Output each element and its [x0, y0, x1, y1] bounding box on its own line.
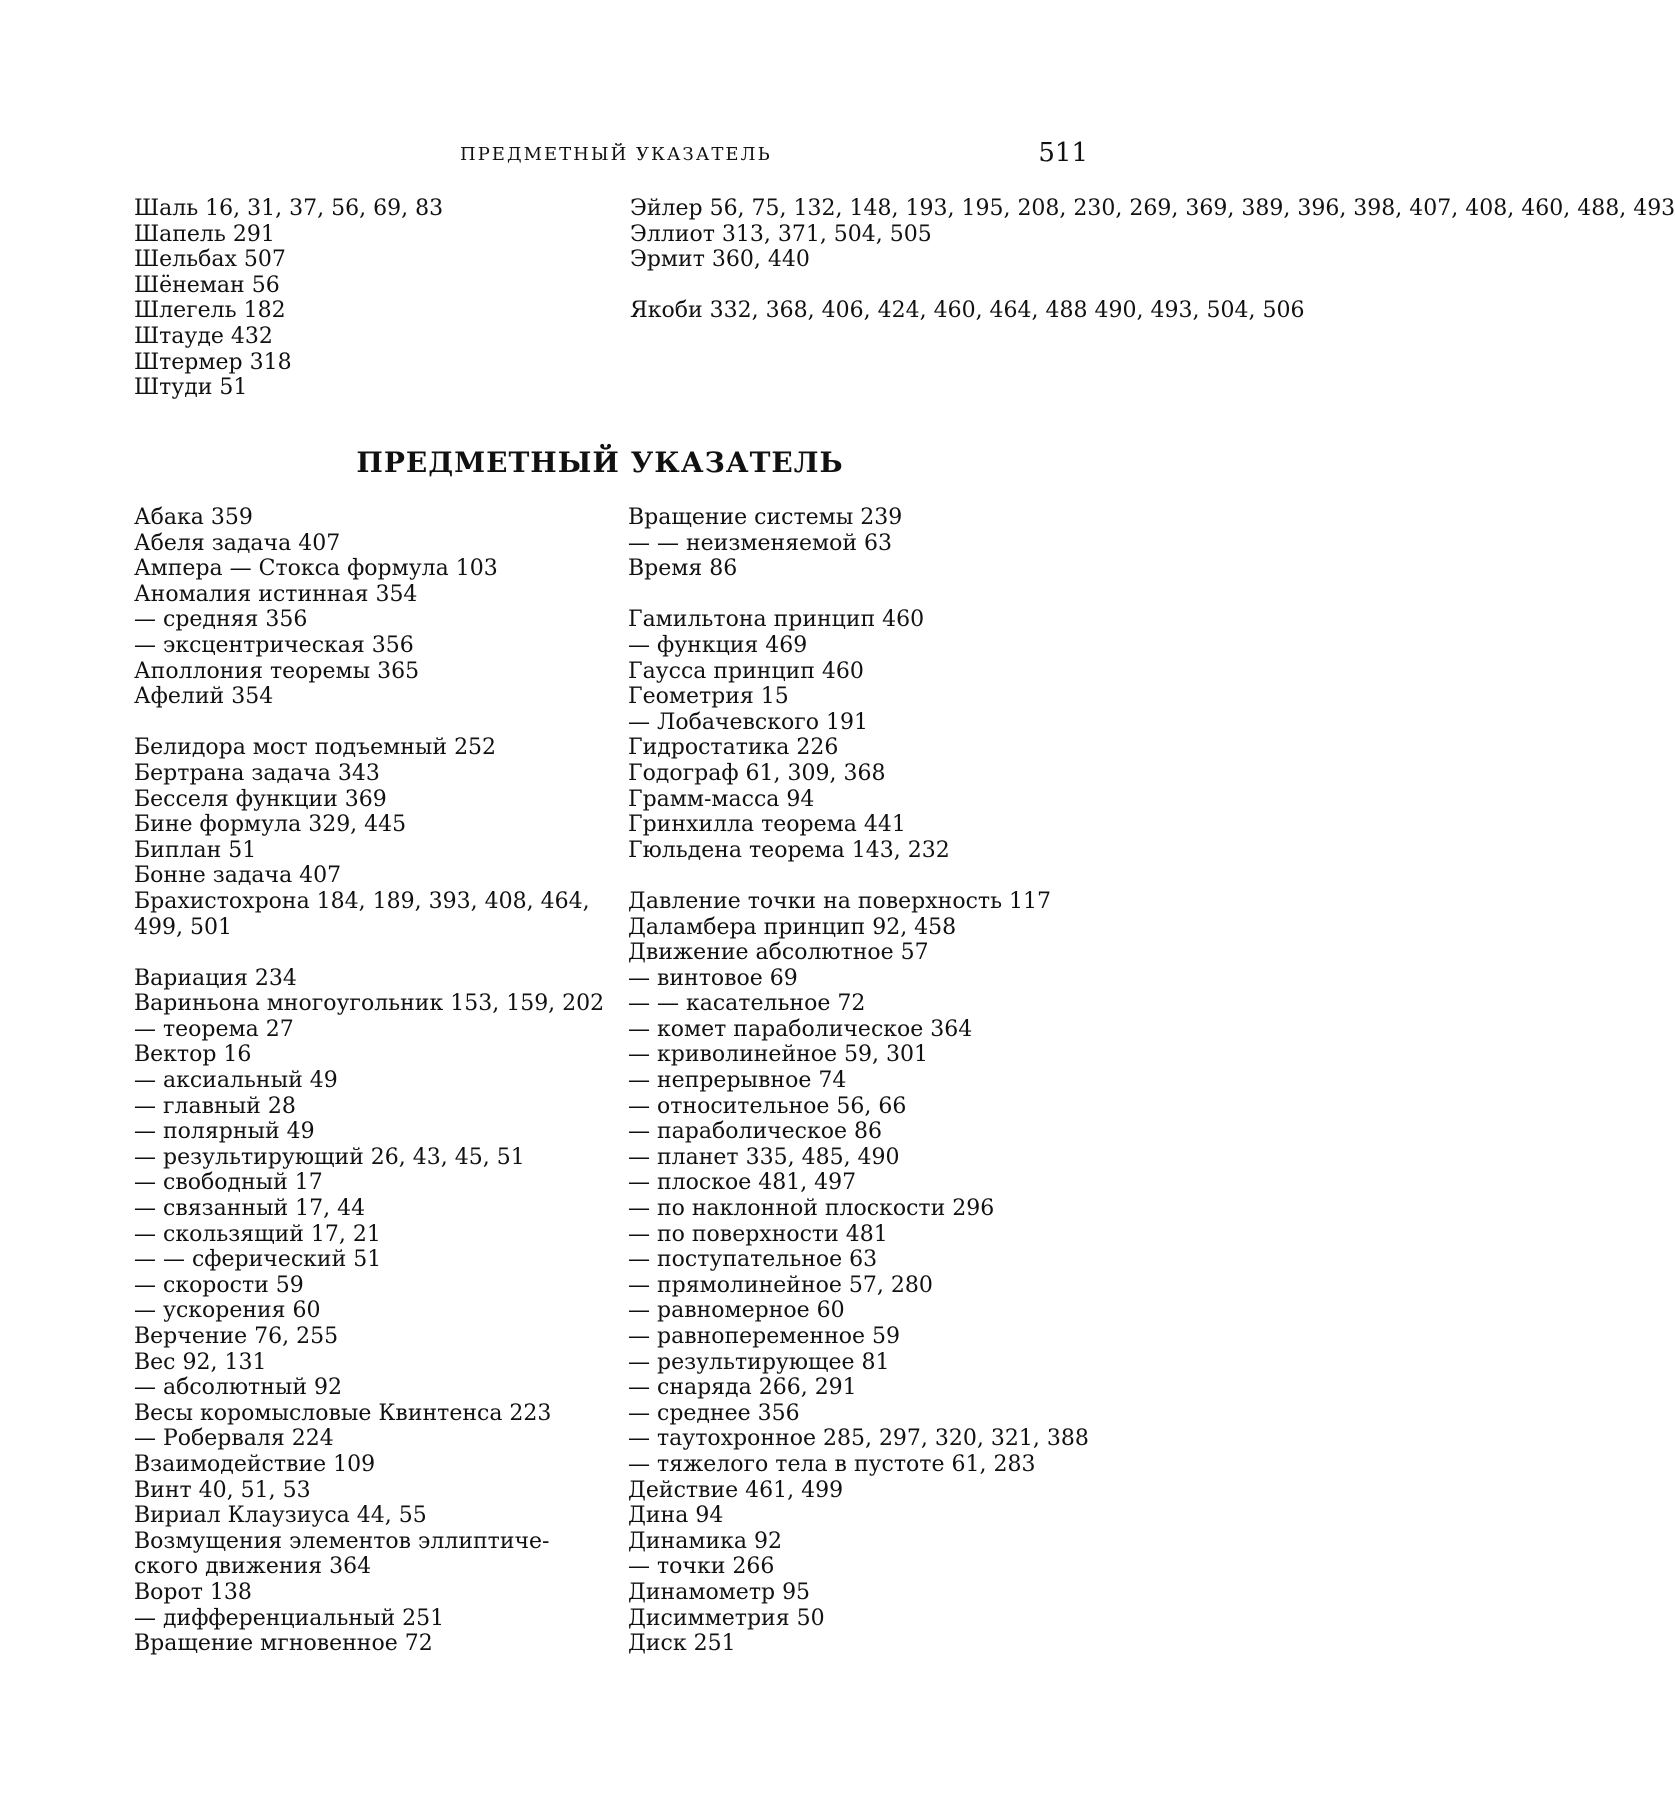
index-entry: — криволинейное 59, 301: [628, 1042, 928, 1068]
index-entry: Бонне задача 407: [134, 863, 342, 889]
index-entry: Афелий 354: [134, 684, 274, 710]
index-entry: Годограф 61, 309, 368: [628, 760, 886, 786]
index-entry: Динамика 92: [628, 1528, 782, 1554]
index-entry: Биплан 51: [134, 837, 257, 863]
index-entry: — результирующее 81: [628, 1349, 890, 1375]
index-entry: Даламбера принцип 92, 458: [628, 914, 957, 940]
subject-index-left-column: [134, 505, 604, 1657]
index-entry: Белидора мост подъемный 252: [134, 735, 497, 761]
index-entry: — теорема 27: [134, 1016, 294, 1042]
index-entry: — — неизменяемой 63: [628, 530, 893, 556]
index-entry: — абсолютный 92: [134, 1375, 343, 1401]
index-entry: — свободный 17: [134, 1170, 323, 1196]
index-entry: — дифференциальный 251: [134, 1605, 445, 1631]
index-entry: — тяжелого тела в пустоте 61, 283: [628, 1451, 1036, 1477]
index-entry: — поступательное 63: [628, 1247, 878, 1273]
index-entry: Дисимметрия 50: [628, 1605, 825, 1631]
index-entry: Вращение мгновенное 72: [134, 1631, 433, 1657]
index-entry: Бине формула 329, 445: [134, 812, 407, 838]
index-entry: — скользящий 17, 21: [134, 1221, 381, 1247]
name-index-left-column: [134, 196, 604, 401]
index-entry: — скорости 59: [134, 1272, 304, 1298]
index-entry: — — сферический 51: [134, 1247, 382, 1273]
name-index-right-column: [630, 196, 1675, 324]
index-entry: — таутохронное 285, 297, 320, 321, 388: [628, 1426, 1089, 1452]
index-entry: — по наклонной плоскости 296: [628, 1196, 995, 1222]
index-entry: Ампера — Стокса формула 103: [134, 556, 498, 582]
index-entry: Действие 461, 499: [628, 1477, 844, 1503]
index-entry: — винтовое 69: [628, 965, 798, 991]
index-entry: Диск 251: [628, 1631, 736, 1657]
index-entry: Грамм-масса 94: [628, 786, 815, 812]
index-entry: Вращение системы 239: [628, 505, 903, 530]
index-entry: — Роберваля 224: [134, 1426, 334, 1452]
index-gap: [134, 710, 604, 736]
index-entry: Штермер 318: [134, 349, 292, 375]
index-entry: Давление точки на поверхность 117: [628, 888, 1052, 914]
index-entry: — функция 469: [628, 632, 808, 658]
index-gap: [628, 863, 1098, 889]
index-entry: — параболическое 86: [628, 1119, 882, 1145]
page-number: 511: [1038, 138, 1088, 168]
index-entry: — по поверхности 481: [628, 1221, 888, 1247]
index-gap: [630, 273, 1100, 299]
index-entry: Гамильтона принцип 460: [628, 607, 925, 633]
section-title: ПРЕДМЕТНЫЙ УКАЗАТЕЛЬ: [356, 446, 844, 479]
index-entry: Бертрана задача 343: [134, 760, 380, 786]
index-entry: Гринхилла теорема 441: [628, 812, 906, 838]
index-entry: ского движения 364: [134, 1554, 372, 1580]
index-entry: Эрмит 360, 440: [630, 247, 810, 273]
index-entry: Вес 92, 131: [134, 1349, 267, 1375]
index-entry: Гаусса принцип 460: [628, 658, 864, 684]
index-entry: — равномерное 60: [628, 1298, 845, 1324]
index-entry: — относительное 56, 66: [628, 1093, 907, 1119]
index-entry: — плоское 481, 497: [628, 1170, 857, 1196]
index-entry: — равнопеременное 59: [628, 1324, 900, 1349]
index-entry: Винт 40, 51, 53: [134, 1477, 311, 1503]
index-entry: — аксиальный 49: [134, 1068, 338, 1094]
index-entry: Дина 94: [628, 1503, 724, 1529]
index-entry: — связанный 17, 44: [134, 1196, 366, 1222]
index-entry: Брахистохрона 184, 189, 393, 408, 464,: [134, 888, 590, 914]
index-entry: Геометрия 15: [628, 684, 789, 710]
index-entry: — результирующий 26, 43, 45, 51: [134, 1144, 525, 1170]
index-entry: — средняя 356: [134, 607, 308, 633]
index-entry: Эллиот 313, 371, 504, 505: [630, 221, 932, 247]
index-entry: Весы коромысловые Квинтенса 223: [134, 1400, 552, 1426]
index-entry: Шлегель 182: [134, 298, 286, 324]
index-entry: Шельбах 507: [134, 247, 286, 273]
index-entry: — точки 266: [628, 1554, 775, 1580]
index-entry: — ускорения 60: [134, 1298, 321, 1324]
index-entry: Возмущения элементов эллиптиче-: [134, 1528, 550, 1554]
index-entry: Динамометр 95: [628, 1579, 811, 1605]
index-entry: — комет параболическое 364: [628, 1016, 973, 1042]
index-entry: 499, 501: [134, 914, 232, 940]
index-entry: Гюльдена теорема 143, 232: [628, 837, 950, 863]
index-entry: Верчение 76, 255: [134, 1324, 339, 1349]
index-entry: Вариация 234: [134, 965, 297, 991]
index-entry: Движение абсолютное 57: [628, 940, 929, 966]
index-entry: Вариньона многоугольник 153, 159, 202: [134, 991, 605, 1017]
index-entry: Вектор 16: [134, 1042, 252, 1068]
index-entry: Взаимодействие 109: [134, 1451, 376, 1477]
index-entry: Вириал Клаузиуса 44, 55: [134, 1503, 427, 1529]
index-entry: — снаряда 266, 291: [628, 1375, 857, 1401]
index-entry: Абака 359: [134, 505, 253, 530]
index-gap: [134, 940, 604, 966]
index-entry: — главный 28: [134, 1093, 296, 1119]
index-entry: Бесселя функции 369: [134, 786, 387, 812]
index-entry: — Лобачевского 191: [628, 709, 868, 735]
subject-index-right-column: [628, 505, 1098, 1657]
index-entry: Шапель 291: [134, 221, 275, 247]
index-entry: Шёнеман 56: [134, 272, 280, 298]
index-entry: Гидростатика 226: [628, 735, 839, 761]
running-head: ПРЕДМЕТНЫЙ УКАЗАТЕЛЬ: [460, 144, 772, 165]
index-entry: — прямолинейное 57, 280: [628, 1272, 933, 1298]
index-entry: Штауде 432: [134, 323, 273, 349]
index-entry: Аполлония теоремы 365: [134, 658, 420, 684]
index-entry: — планет 335, 485, 490: [628, 1144, 900, 1170]
index-entry: Абеля задача 407: [134, 530, 341, 556]
index-entry: — непрерывное 74: [628, 1068, 847, 1094]
index-entry: Шаль 16, 31, 37, 56, 69, 83: [134, 196, 444, 221]
index-entry: — эксцентрическая 356: [134, 632, 414, 658]
index-entry: — полярный 49: [134, 1119, 315, 1145]
index-entry: Ворот 138: [134, 1579, 252, 1605]
index-entry: Якоби 332, 368, 406, 424, 460, 464, 488 490, 493, 504, 506: [630, 298, 1305, 324]
index-gap: [628, 582, 1098, 608]
index-entry: Время 86: [628, 556, 738, 582]
index-entry: Штуди 51: [134, 375, 248, 401]
index-entry: Аномалия истинная 354: [134, 581, 418, 607]
index-entry: — среднее 356: [628, 1400, 800, 1426]
index-entry: Эйлер 56, 75, 132, 148, 193, 195, 208, 230, 269, 369, 389, 396, 398, 407, 408, 460, 488, 493: [630, 196, 1675, 221]
index-entry: — — касательное 72: [628, 991, 866, 1017]
